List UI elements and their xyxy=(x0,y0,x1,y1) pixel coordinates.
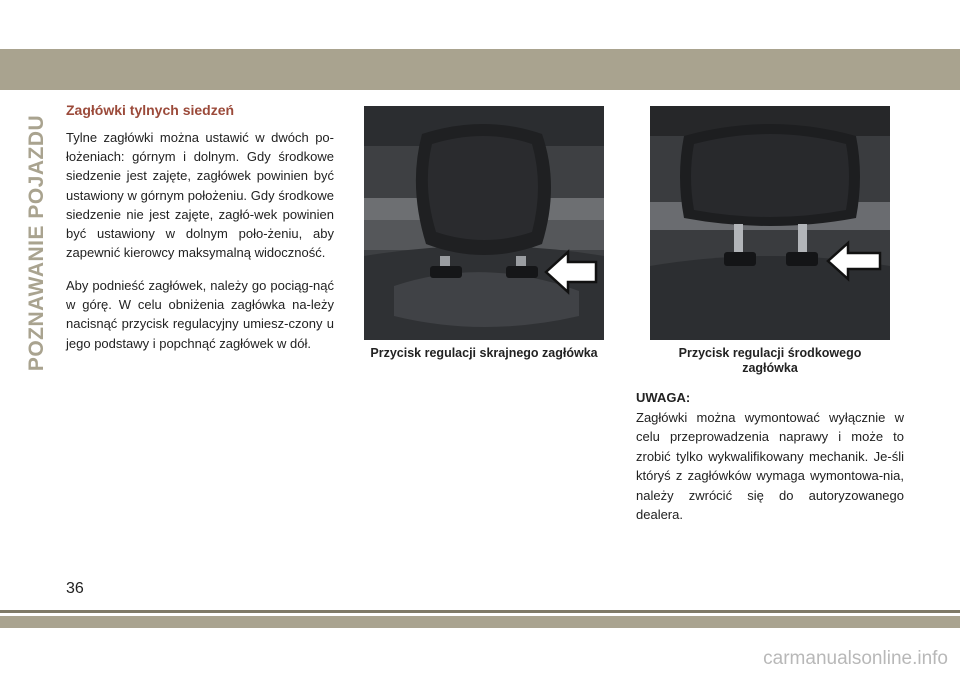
note-text: Zagłówki można wymontować wyłącznie w celu przeprowadzenia naprawy i może to zrobić tylko wykwalifikowany mechanik. Je-śli któryś z zagłówków wymaga wymontowa-nia, należy zwrócić się do autoryzowanego dealera. xyxy=(636,410,904,523)
page-number: 36 xyxy=(66,580,84,597)
bottom-rule xyxy=(0,610,960,613)
figure-caption-center: Przycisk regulacji środkowego zagłówka xyxy=(678,346,862,375)
paragraph-positions: Tylne zagłówki można ustawić w dwóch po-łożeniach: górnym i dolnym. Gdy środkowe siedzenie jest zajęte, zagłówek powinien być ustawiony w górnym położeniu. Gdy środkowe siedzenie nie jest zajęte, zagłó-wek powinien być ustawiony w dolnym poło-żeniu, aby zapewnić kierowcy maksymalną widoczność. xyxy=(66,130,334,261)
section-heading: Zagłówki tylnych siedzeń xyxy=(66,102,235,118)
center-headrest-photo xyxy=(650,106,890,340)
section-tab xyxy=(24,98,50,388)
section-tab-label: POZNAWANIE POJAZDU xyxy=(25,114,49,372)
paragraph-adjust: Aby podnieść zagłówek, należy go pociąg-nąć w górę. W celu obniżenia zagłówka na-leży nacisnąć przycisk regulacyjny umiesz-czony u jego podstawy i popchnąć zagłówek w dół. xyxy=(66,278,334,351)
top-band xyxy=(0,49,960,90)
note-title: UWAGA: xyxy=(636,390,691,405)
watermark: carmanualsonline.info xyxy=(763,648,948,669)
figure-caption-outer: Przycisk regulacji skrajnego zagłówka xyxy=(370,346,598,360)
outer-headrest-photo xyxy=(364,106,604,340)
bottom-band xyxy=(0,616,960,628)
